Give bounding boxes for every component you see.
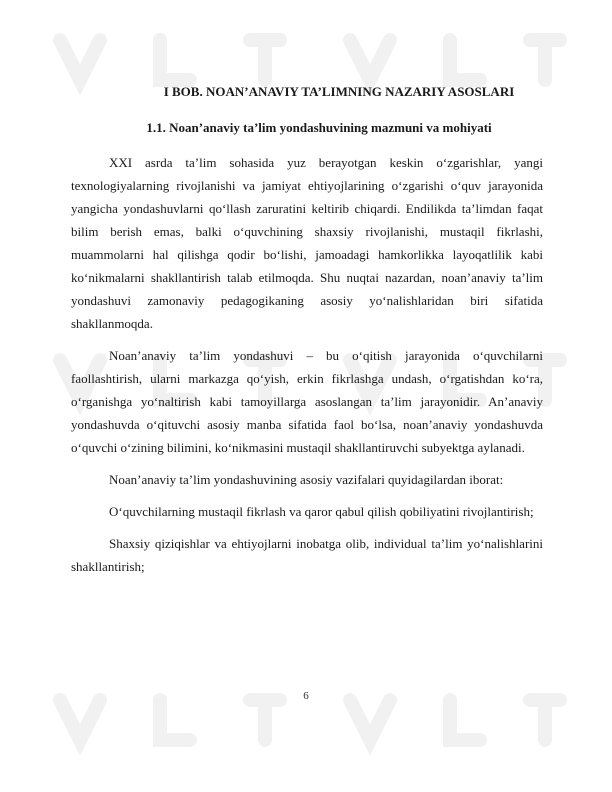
page-number: 6 [303, 690, 309, 702]
paragraph-intro: XXI asrda ta’lim sohasida yuz berayotgan keskin o‘zgarishlar, yangi texnologiyalarning rivojlanishi va jamiyat ehtiyojlarining o‘zgarishi o‘quv jarayonida yangicha yondashuvlarni qo‘llash zaruratini keltirib chiqardi. Endilikda ta’limdan faqat bilim berish emas, balki o‘quvchining shaxsiy rivojlanishi, mustaqil fikrlashi, muammolarni hal qilishga qodir bo‘lishi, jamoadagi hamkorlikka layoqatlilik kabi ko‘nikmalarni shakllantirish talab etilmoqda. Shu nuqtai nazardan, noan’anaviy ta’lim yondashuvi zamonaviy pedagogikaning asosiy yo‘nalishlaridan biri sifatida shakllanmoqda. [71, 155, 543, 331]
paragraph-tasks-lead: Noan’anaviy ta’lim yondashuvining asosiy vazifalari quyidagilardan iborat: [109, 472, 504, 487]
paragraph-task-1: O‘quvchilarning mustaqil fikrlash va qaror qabul qilish qobiliyatini rivojlantirish; [109, 504, 534, 519]
section-title: 1.1. Noan’anaviy ta’lim yondashuvining mazmuni va mohiyati [146, 120, 492, 135]
document-body [71, 83, 543, 587]
paragraph-task-2: Shaxsiy qiziqishlar va ehtiyojlarni inobatga olib, individual ta’lim yo‘nalishlarini shakllantirish; [71, 536, 543, 574]
paragraph-definition: Noan’anaviy ta’lim yondashuvi – bu o‘qitish jarayonida o‘quvchilarni faollashtirish, ularni markazga qo‘yish, erkin fikrlashga undash, o‘rgatishdan ko‘ra, o‘rganishga yo‘naltirish kabi tamoyillarga asoslangan ta’lim jarayonidir. An’anaviy yondashuvda o‘qituvchi asosiy manba sifatida faol bo‘lsa, noan’anaviy yondashuvda o‘quvchi o‘zining bilimini, ko‘nikmasini mustaqil shakllantiruvchi subyektga aylanadi. [71, 348, 543, 455]
chapter-title: I BOB. NOAN’ANAVIY TA’LIMNING NAZARIY ASOSLARI [163, 84, 515, 99]
